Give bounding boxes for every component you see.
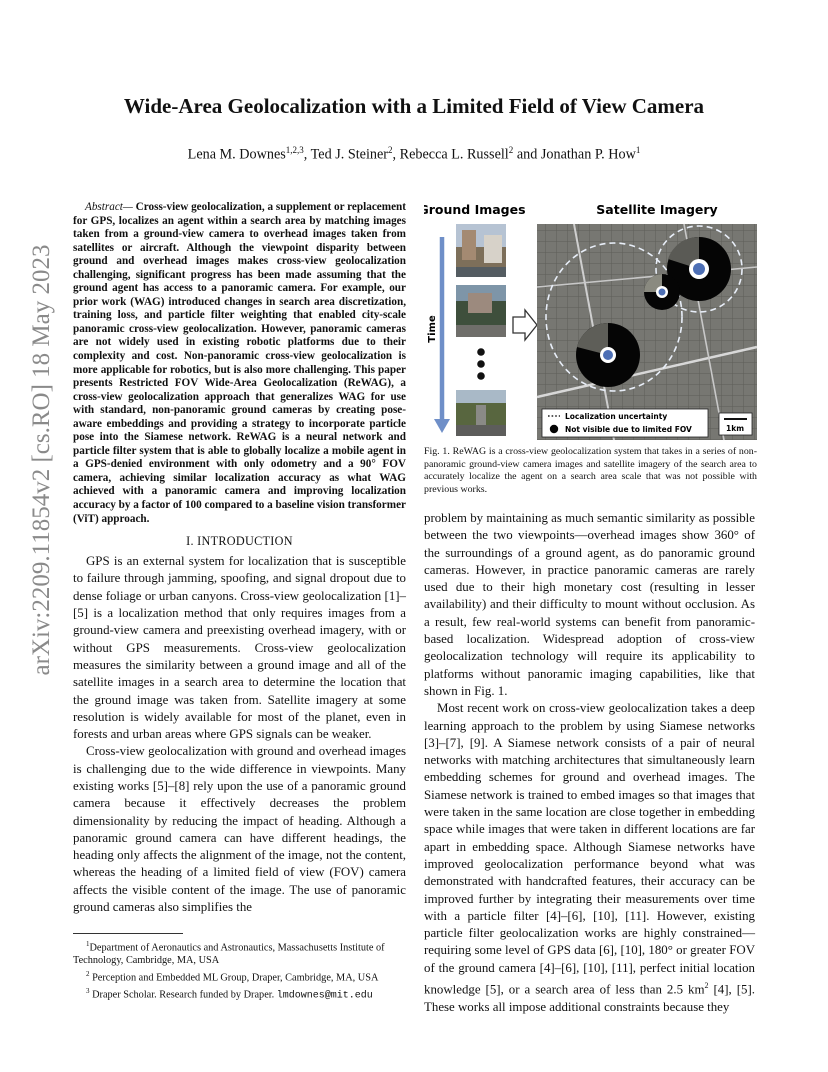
body-paragraph [424, 700, 755, 1016]
ground-images-label: Ground Images [424, 202, 526, 217]
figure-graphic [424, 197, 759, 442]
abstract-label: Abstract— [85, 201, 133, 213]
footnote-rule [73, 933, 183, 934]
footnote-mark: 3 [86, 986, 90, 995]
ellipsis-dot [477, 372, 485, 380]
author: Ted J. Steiner [310, 146, 389, 163]
footnotes [73, 938, 406, 1003]
author: Rebecca L. Russell [399, 146, 509, 163]
abstract-text: Cross-view geolocalization, a supplement or replacement for GPS, localizes an agent within a search area by matching images taken from a ground-view camera to overhead images taken from satellites or aircraft. Although the viewpoint disparity between ground and overhead images makes cross-view geolocalization challenging, significant progress has been made assuming that the ground agent has access to a panoramic camera. For example, our prior work (WAG) introduced changes in search area discretization, training loss, and particle filter weighting that enabled city-scale panoramic cross-view geolocalization. However, panoramic cameras are not widely used in existing robotic platforms due to their complexity and cost. Non-panoramic cross-view geolocalization is more applicable for robotics, but is also more challenging. This paper presents Restricted FOV Wide-Area Geolocalization (ReWAG), a cross-view geolocalization approach that generalizes WAG for use with standard, non-panoramic ground cameras by creating pose-aware embeddings and providing a strategy to incorporate particle pose into the Siamese network. ReWAG is a neural network and particle filter system that is able to globally localize a mobile agent in a GPS-denied environment with only odometry and a 90° FOV camera, achieving similar localization accuracy as what WAG achieved with a panoramic camera and improving localization accuracy by a factor of 100 compared to a baseline vision transformer (ViT) approach. [73, 201, 406, 525]
input-arrow-icon [513, 310, 537, 340]
scale-label: 1km [725, 424, 745, 433]
author: Lena M. Downes [187, 146, 286, 163]
ground-image-thumb [456, 224, 506, 277]
author-affiliation: 2 [508, 145, 514, 155]
footnote-mark: 2 [86, 969, 90, 978]
ground-image-thumb [456, 285, 506, 337]
footnote-text: Perception and Embedded ML Group, Draper, Cambridge, MA, USA [89, 972, 379, 984]
ellipsis-dot [477, 360, 485, 368]
author-affiliation: 2 [388, 145, 393, 155]
figure-caption: Fig. 1. ReWAG is a cross-view geolocalization system that takes in a series of non-panoramic ground-view camera images and satellite imagery of the search area to accurately localize the agent on a search area scale that was not possible with previous works. [424, 446, 757, 495]
satellite-imagery-label: Satellite Imagery [596, 202, 718, 217]
figure-legend [542, 409, 708, 437]
arxiv-stamp [22, 240, 62, 680]
ellipsis-dot [477, 348, 485, 356]
left-column [73, 201, 406, 916]
author: Jonathan P. How [540, 146, 636, 163]
fov-disc [576, 323, 640, 387]
footnote-text: Draper Scholar. Research funded by Draper. [89, 989, 277, 1001]
footnote [73, 938, 406, 968]
email-link[interactable]: lmdownes@mit.edu [276, 990, 373, 1002]
footnote [73, 985, 406, 1003]
author-separator: and [513, 146, 541, 163]
author-list [0, 145, 828, 164]
fov-disc [644, 274, 680, 310]
footnote [73, 968, 406, 985]
time-label: Time [427, 315, 438, 343]
author-affiliation: 1,2,3 [285, 145, 304, 155]
legend-not-visible: Not visible due to limited FOV [565, 425, 692, 434]
footnote-text: Department of Aeronautics and Astronautics, Massachusetts Institute of Technology, Cambridge, MA, USA [73, 942, 385, 967]
footnote-mark: 1 [86, 940, 90, 948]
arxiv-stamp-text: arXiv:2209.11854v2 [cs.RO] 18 May 2023 [28, 244, 55, 676]
section-heading: I. INTRODUCTION [186, 534, 293, 549]
right-column [424, 510, 755, 1016]
paper-title: Wide-Area Geolocalization with a Limited Field of View Camera [123, 94, 705, 118]
legend-uncertainty: Localization uncertainty [565, 412, 668, 421]
author-affiliation: 1 [635, 145, 641, 155]
scale-bar [719, 413, 752, 435]
fov-disc-icon [550, 425, 558, 433]
ground-image-thumb [456, 390, 506, 436]
body-paragraph: GPS is an external system for localization that is susceptible to failure through jamming, spoofing, and signal dropout due to dense foliage or urban canyons. Cross-view geolocalization [1]–[5] is a localization method that only requires images from a ground-view camera and preexisting overhead imagery, with or without GPS measurements. Cross-view geolocalization measures the similarity between a ground image and all of the satellite images in a search area to determine the location that the ground image was taken from. Satellite imagery at some resolution is widely available for most of the planet, even in forests and urban areas where GPS signals can be weaker. [73, 554, 406, 742]
superscript: 2 [704, 981, 709, 991]
body-paragraph: problem by maintaining as much semantic similarity as possible between the two viewpoints—overhead images show 360° of the surroundings of a ground agent, as do panoramic ground cameras. However, in practice panoramic cameras are rarely used due to their high monetary cost (resulting in lesser availability) and their difficulty to mount without occlusion. As a result, few real-world systems can benefit from panoramic-based localization. Widespread adoption of cross-view geolocalization technology will require its applicability to platforms without panoramic imaging capabilities, like that shown in Fig. 1. [424, 511, 755, 698]
author-separator: , [303, 146, 311, 163]
abstract [73, 201, 406, 526]
time-arrow-head [434, 419, 450, 433]
paragraph-text: Most recent work on cross-view geolocalization takes a deep learning approach to the problem by using Siamese networks [3]–[7], [9]. A Siamese network consists of a pair of neural networks with matching architectures that simultaneously learn embedding schemes for ground and overhead images. The Siamese network is trained to embed images so that images that were taken in the same location are close together in embedding space while images that were taken in different locations are far apart in embedding space. Although Siamese networks have improved geolocalization performance beyond what was demonstrated with handcrafted features, their accuracy can be improved further by integrating their measurements over time with a particle filter [4]–[6], [10], [11]. However, existing particle filter geolocalization works are highly constrained— requiring some level of GPS data [6], [10], 180° or greater FOV of the ground camera [4]–[6], [10], [11], perfect initial location knowledge [5], or a search area of less than 2.5 km [424, 701, 755, 997]
figure-1 [424, 197, 759, 442]
author-separator: , [392, 146, 400, 163]
paragraph-text: [4], [5]. These works all impose additional constraints because they [424, 982, 756, 1014]
body-paragraph: Cross-view geolocalization with ground and overhead images is challenging due to the wide difference in viewpoints. Many existing works [5]–[8] rely upon the use of a panoramic ground camera because it effectively decreases the problem dimensionality by reducing the impact of heading. Although a panoramic ground camera can have different headings, the heading only affects the alignment of the image, not the content, whereas the heading of a limited field of view (FOV) camera affects the visible content of the image. The use of panoramic ground cameras also simplifies the [73, 744, 406, 915]
